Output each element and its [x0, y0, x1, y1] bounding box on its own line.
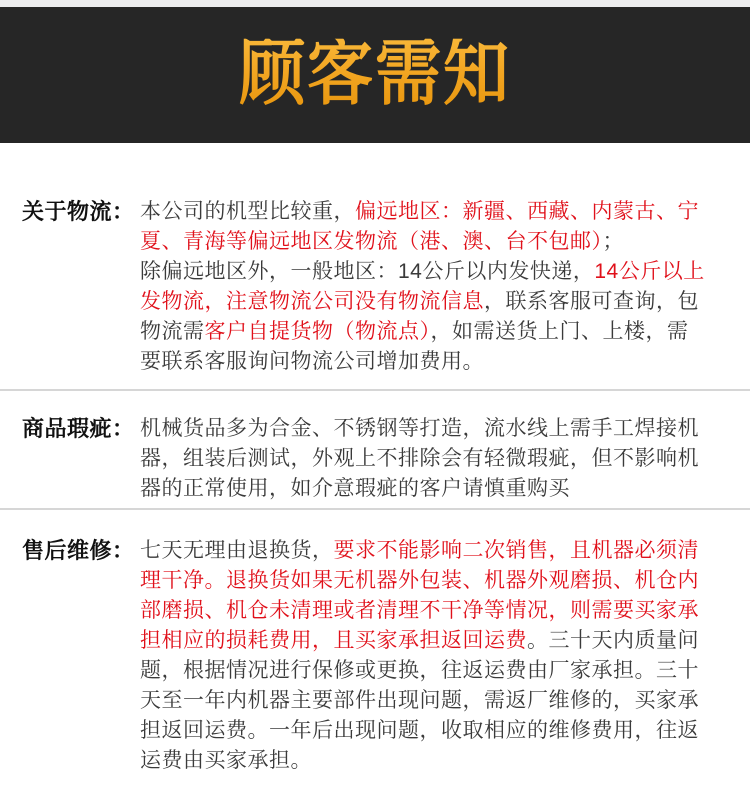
text-line — [140, 536, 734, 566]
body-text: 机械货品多为合金、不锈钢等打造，流水线上需手工焊接机 — [140, 417, 699, 440]
section-defects — [0, 391, 750, 508]
section-label-logistics: 关于物流： — [22, 199, 135, 224]
body-text: 器的正常使用，如介意瑕疵的客户请慎重购买 — [140, 477, 570, 500]
highlight-red-text: 发物流，注意物流公司没有物流信息 — [140, 290, 484, 313]
text-line — [140, 347, 734, 377]
page-title: 顾客需知 — [239, 34, 511, 115]
text-line — [140, 716, 734, 746]
text-line — [140, 686, 734, 716]
highlight-red-text: 理干净。退换货如果无机器外包装、机器外观磨损、机仓内 — [140, 569, 699, 592]
body-text: 要联系客服询问物流公司增加费用。 — [140, 350, 484, 373]
section-aftersales — [0, 510, 750, 776]
section-text-defects — [140, 414, 734, 504]
body-text: 七天无理由退换货， — [140, 539, 334, 562]
body-text: 题，根据情况进行保修或更换，往返运费由厂家承担。三十 — [140, 659, 699, 682]
body-text: 。三十天内质量问 — [527, 629, 699, 652]
body-text: 担返回运费。一年后出现问题，收取相应的维修费用，往返 — [140, 719, 699, 742]
text-line — [140, 444, 734, 474]
section-text-aftersales — [140, 536, 734, 776]
highlight-red-text: 14公斤以上 — [594, 260, 705, 283]
text-line — [140, 227, 734, 257]
text-line — [140, 626, 734, 656]
text-line — [140, 656, 734, 686]
text-line — [140, 596, 734, 626]
highlight-red-text: 要求不能影响二次销售，且机器必须清 — [333, 539, 699, 562]
text-line — [140, 257, 734, 287]
text-line — [140, 317, 734, 347]
body-text: 运费由买家承担。 — [140, 749, 312, 772]
highlight-red-text: 部磨损、机仓未清理或者清理不干净等情况，则需要买家承 — [140, 599, 699, 622]
text-line — [140, 746, 734, 776]
text-line — [140, 287, 734, 317]
body-text: 天至一年内机器主要部件出现问题，需返厂维修的，买家承 — [140, 689, 699, 712]
body-text: ，如需送货上门、上楼，需 — [430, 320, 689, 343]
text-line — [140, 197, 734, 227]
body-text: 本公司的机型比较重， — [140, 200, 355, 223]
body-text: 器，组装后测试，外观上不排除会有轻微瑕疵，但不影响机 — [140, 447, 699, 470]
top-strip — [0, 0, 750, 7]
text-line — [140, 566, 734, 596]
text-line — [140, 414, 734, 444]
body-text: 物流需 — [140, 320, 205, 343]
section-label-defects: 商品瑕疵： — [22, 416, 135, 441]
notice-header — [0, 7, 750, 143]
section-label-aftersales: 售后维修： — [22, 538, 135, 563]
highlight-red-text: 夏、青海等偏远地区发物流（港、澳、台不包邮） — [140, 230, 603, 253]
highlight-red-text: 偏远地区：新疆、西藏、内蒙古、宁 — [355, 200, 699, 223]
body-text: ，联系客服可查询，包 — [484, 290, 699, 313]
section-text-logistics — [140, 197, 734, 377]
highlight-red-text: 担相应的损耗费用，且买家承担返回运费 — [140, 629, 527, 652]
section-logistics — [0, 143, 750, 389]
highlight-red-text: 客户自提货物（物流点） — [204, 320, 431, 343]
text-line — [140, 474, 734, 504]
body-text: 除偏远地区外，一般地区：14公斤以内发快递， — [140, 260, 595, 283]
body-text: ； — [602, 230, 624, 253]
notice-content — [0, 143, 750, 776]
